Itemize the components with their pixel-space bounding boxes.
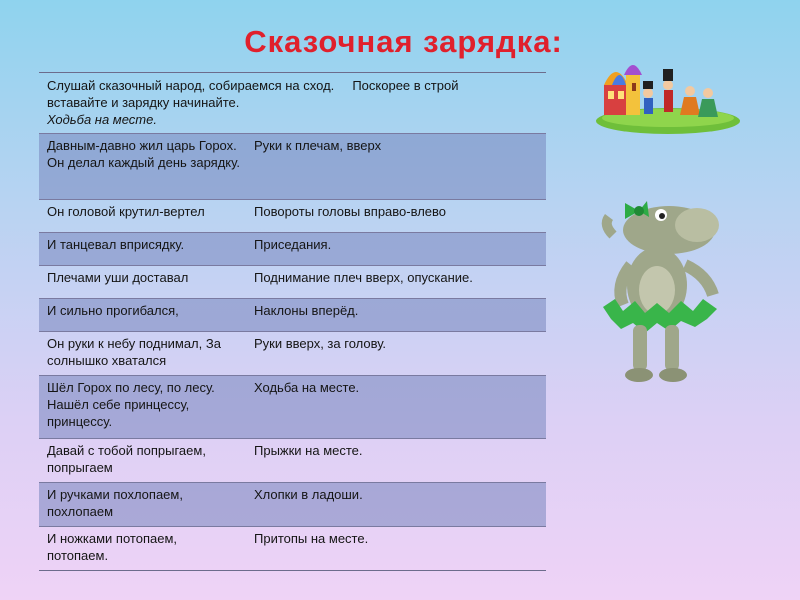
table-row bbox=[39, 438, 546, 482]
table-row bbox=[39, 526, 546, 570]
table-row bbox=[39, 133, 546, 199]
rhyme-cell: И танцевал вприсядку. bbox=[47, 237, 185, 252]
action-cell: Приседания. bbox=[254, 237, 332, 252]
exercise-table bbox=[39, 72, 546, 571]
rhyme-cell: Давным-давно жил царь Горох. Он делал каждый день зарядку. bbox=[47, 138, 240, 170]
rhyme-cell: Он руки к небу поднимал, За солнышко хватался bbox=[47, 336, 221, 368]
action-cell: Повороты головы вправо-влево bbox=[254, 204, 447, 219]
action-cell: Руки вверх, за голову. bbox=[254, 336, 387, 351]
rhyme-cell: Шёл Горох по лесу, по лесу. Нашёл себе принцессу, принцессу. bbox=[47, 380, 215, 429]
intro-line-1: Слушай сказочный народ, собираемся на сход. Поскорее в строй bbox=[47, 78, 459, 93]
intro-row bbox=[39, 73, 546, 133]
table-row bbox=[39, 265, 546, 298]
slide-title-text: Сказочная зарядка: bbox=[244, 24, 563, 59]
action-cell: Поднимание плеч вверх, опускание. bbox=[254, 270, 473, 285]
action-cell: Ходьба на месте. bbox=[254, 380, 360, 395]
table-row bbox=[39, 375, 546, 438]
intro-cell bbox=[39, 73, 546, 133]
rhyme-cell: Он головой крутил-вертел bbox=[47, 204, 205, 219]
action-cell: Хлопки в ладоши. bbox=[254, 487, 363, 502]
rhyme-cell: Плечами уши доставал bbox=[47, 270, 189, 285]
table-row bbox=[39, 232, 546, 265]
rhyme-cell: И ручками похлопаем, похлопаем bbox=[47, 487, 183, 519]
table-row bbox=[39, 482, 546, 526]
action-cell: Прыжки на месте. bbox=[254, 443, 363, 458]
rhyme-cell: И сильно прогибался, bbox=[47, 303, 179, 318]
action-cell: Наклоны вперёд. bbox=[254, 303, 359, 318]
rhyme-cell: И ножками потопаем, потопаем. bbox=[47, 531, 177, 563]
action-cell: Притопы на месте. bbox=[254, 531, 369, 546]
fairy-tale-village-illustration bbox=[590, 55, 740, 135]
table-row bbox=[39, 331, 546, 375]
intro-line-2: вставайте и зарядку начинайте. bbox=[47, 95, 240, 110]
intro-line-3: Ходьба на месте. bbox=[47, 112, 157, 127]
rhyme-cell: Давай с тобой попрыгаем, попрыгаем bbox=[47, 443, 206, 475]
dancing-hippo-illustration bbox=[595, 195, 735, 390]
table-row bbox=[39, 199, 546, 232]
table-row bbox=[39, 298, 546, 331]
action-cell: Руки к плечам, вверх bbox=[254, 138, 382, 153]
